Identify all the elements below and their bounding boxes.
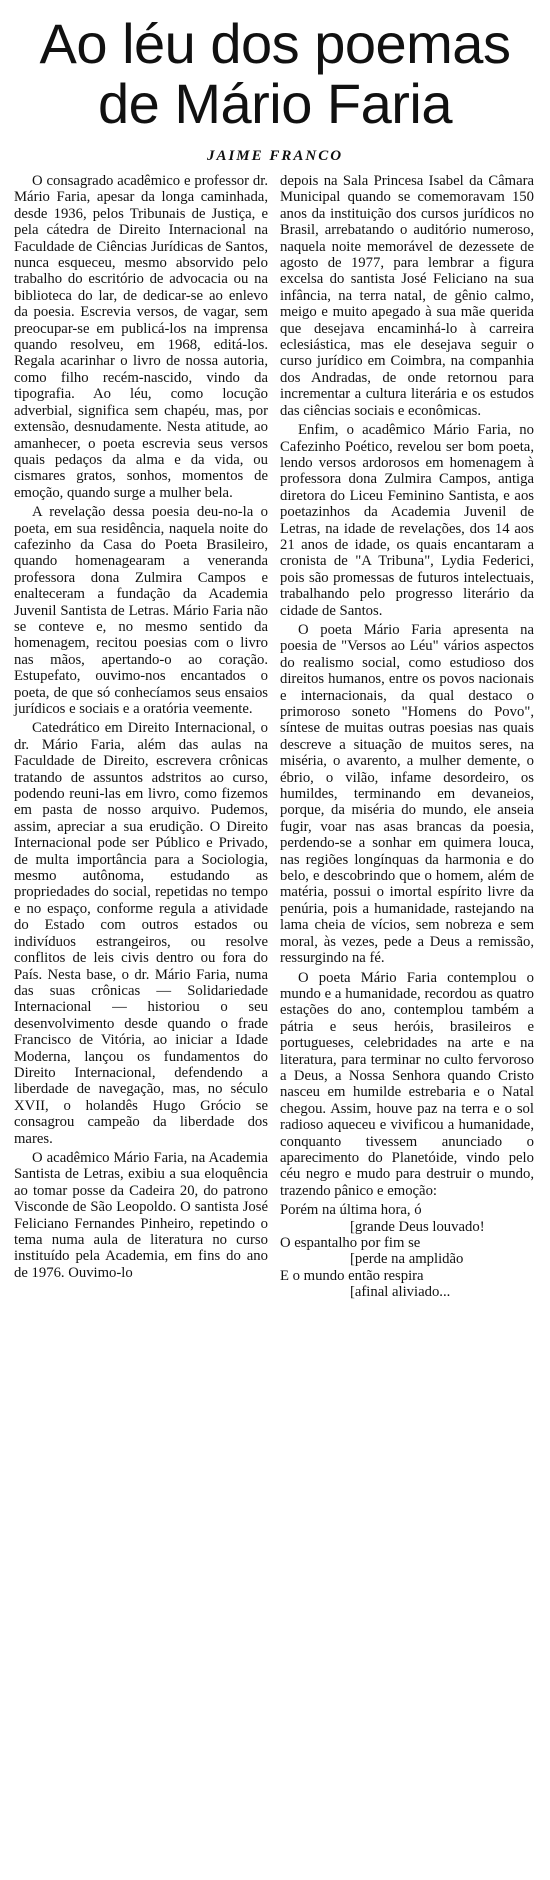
article-body [0, 173, 550, 1301]
headline-line-2: de Mário Faria [97, 72, 453, 135]
headline-line-1: Ao léu dos poemas [39, 12, 511, 75]
verse-line: E o mundo então respira [280, 1267, 424, 1284]
paragraph: O consagrado acadêmico e professor dr. Mário Faria, apesar da longa caminhada, desde 1936, pelos Tribunais de Justiça, e pela cátedra de Direito Internacional na Faculdade de Ciências Jurídicas de Santos, nunca esqueceu, mesmo absorvido pelo trabalho do escritório de advocacia ou na biblioteca do lar, de dedicar-se ao enlevo da poesia. Escrevia versos, de vagar, sem preocupar-se em publicá-los na imprensa quando resolveu, em 1968, editá-los. Regala acarinhar o livro de nossa autoria, como filho recém-nascido, vindo da tipografia. Ao léu, como locução adverbial, significa sem chapéu, mas, por extensão, desnudamente. Nesta atitude, ao amanhecer, o poeta escrevia seus versos quais pedaços da alma e da vida, ou cismares gratos, sonhos, momentos de emoção, quando surge a mulher bela. [14, 173, 268, 501]
left-column [14, 173, 268, 1301]
verse-line: O espantalho por fim se [280, 1235, 421, 1251]
paragraph: Enfim, o acadêmico Mário Faria, no Cafezinho Poético, revelou ser bom poeta, lendo versos ardorosos em homenagem à professora dona Zulmira Campos, antiga diretora do Liceu Feminino Santista, e aos poetazinhos da Academia Juvenil de Letras, na idade de revelações, dos 14 aos 21 anos de idade, os quais encantaram a cronista de "A Tribuna", Lydia Federici, pois são promessas de futuros intelectuais, trabalhando pelo progresso literário da cidade de Santos. [280, 422, 534, 619]
verse-line: [afinal aliviado... [350, 1284, 451, 1301]
paragraph: O acadêmico Mário Faria, na Academia Santista de Letras, exibiu a sua eloquência ao tomar posse da Cadeira 20, do patrono Visconde de São Leopoldo. O santista José Feliciano Fernandes Pinheiro, repetindo o tema numa aula de literatura no curso instituído pela Academia, em fins do ano de 1976. Ouvimo-lo [14, 1149, 268, 1281]
paragraph: depois na Sala Princesa Isabel da Câmara Municipal quando se comemoravam 150 anos da instituição dos cursos jurídicos no Brasil, arrebatando o auditório numeroso, naquela noite memorável de dezessete de agosto de 1977, para lembrar a figura excelsa do santista José Feliciano na sua infância, na terra natal, de gênio calmo, meigo e muito apegado à sua mãe querida que desejava encaminhá-lo à carreira eclesiástica, mas ele desejava seguir o curso jurídico em Coimbra, na companhia dos Andradas, de onde retornou para incrementar a cultura literária e os estudos das ciências sociais e econômicas. [280, 173, 534, 419]
paragraph: A revelação dessa poesia deu-no-la o poeta, em sua residência, naquela noite do cafezinho da Casa do Poeta Brasileiro, quando homenagearam a veneranda professora dona Zulmira Campos e enalteceram a fundação da Academia Juvenil Santista de Letras. Mário Faria não se conteve e, no mesmo sentido da homenagem, recitou poesias com o livro nas mãos, apertando-o ao coração. Estupefato, ouvimo-nos encantados o poeta, de que só conhecíamos seus ensaios jurídicos e sociais e a oratória veemente. [14, 504, 268, 717]
verse-line: Porém na última hora, ó [280, 1202, 422, 1219]
paragraph: O poeta Mário Faria apresenta na poesia de "Versos ao Léu" vários aspectos do realismo social, como estudioso dos direitos humanos, entre os povos nacionais e internacionais, da qual destaco o primoroso soneto "Homens do Povo", síntese de muitas outras poesias nas quais descreve a situação de muitos seres, na miséria, o avarento, a mulher demente, o ébrio, o vilão, infame desordeiro, os humildes, terminando em devaneios, porque, da miséria do mundo, ele anseia fugir, voar nas asas brancas da poesia, perdendo-se a sonhar em quimera louca, nas regiões longínquas da harmonia e do belo, e descobrindo que o homem, além de matéria, possui o imortal espírito livre da penúria, pois a humanidade, rastejando na lama cheia de vícios, sem nobreza e sem moral, às vezes, pede a Deus a remissão, ressurgindo na fé. [280, 621, 534, 967]
verse-line: [grande Deus louvado! [350, 1218, 485, 1235]
verse-line: [perde na amplidão [350, 1251, 464, 1268]
headline [0, 0, 550, 134]
byline: JAIME FRANCO [206, 148, 344, 164]
paragraph: Catedrático em Direito Internacional, o dr. Mário Faria, além das aulas na Faculdade de Direito, escrevera crônicas tratando de assuntos adstritos ao curso, podendo reuni-las em livro, como fizemos em pasta de nosso arquivo. Pudemos, assim, apreciar a sua erudição. O Direito Internacional pode ser Público e Privado, de multa importância para a Sociologia, mesmo autônoma, estudando as propriedades do social, repetidas no tempo e no espaço, conforme regula a atividade do Estado com outros estados ou indivíduos estrangeiros, ou resolve conflitos de leis civis dentro ou fora do País. Nesta base, o dr. Mário Faria, numa das suas crônicas — Solidariedade Internacional — historiou o seu desenvolvimento desde quando o frade Francisco de Vitória, ao iniciar a Idade Moderna, lançou os fundamentos do Direito Internacional, defendendo a liberdade de navegação, mas, no século XVII, o holandês Hugo Grócio se consagrou campeão da liberdade dos mares. [14, 720, 268, 1147]
paragraph: O poeta Mário Faria contemplou o mundo e a humanidade, recordou as quatro estações do ano, contemplou também a pátria e seus heróis, brasileiros e portugueses, celebridades na arte e na literatura, para terminar no culto fervoroso a Deus, a Nossa Senhora quando Cristo nasceu em humilde estrebaria e o Natal chegou. Assim, houve paz na terra e o sol radioso aqueceu e vivificou a humanidade, conquanto tivessem anunciado o aparecimento do Planetóide, vindo pelo céu negro e mudo para destruir o mundo, trazendo pânico e emoção: [280, 969, 534, 1199]
right-column [280, 173, 534, 1301]
